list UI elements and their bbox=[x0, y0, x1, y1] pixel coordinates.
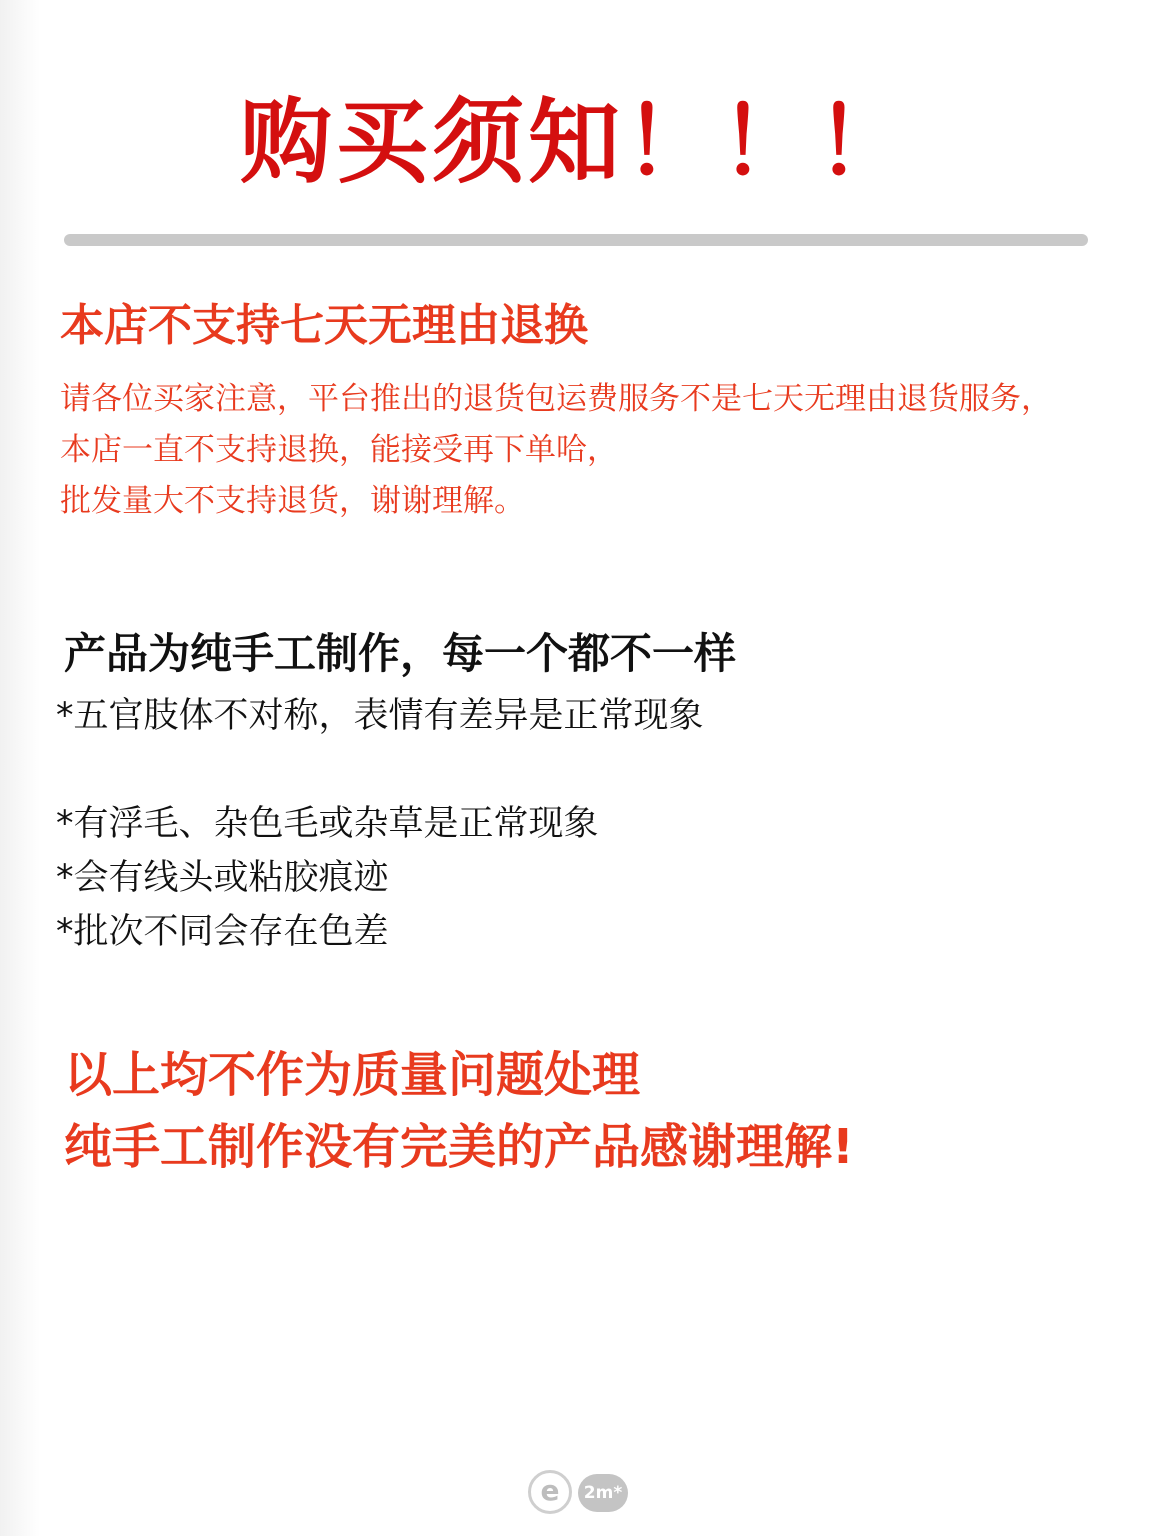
handmade-bullet: *有浮毛、杂色毛或杂草是正常现象 bbox=[56, 804, 599, 844]
closing-line: 以上均不作为质量问题处理 bbox=[64, 1047, 641, 1103]
return-policy-heading: 本店不支持七天无理由退换 bbox=[60, 300, 588, 351]
watermark bbox=[528, 1470, 628, 1516]
return-policy-notice bbox=[60, 374, 1052, 527]
notice-line: 本店一直不支持退换，能接受再下单哈， bbox=[60, 432, 618, 468]
handmade-bullet: *会有线头或粘胶痕迹 bbox=[56, 858, 389, 898]
watermark-label: 2m* bbox=[578, 1474, 628, 1512]
handmade-heading: 产品为纯手工制作，每一个都不一样 bbox=[64, 629, 737, 678]
closing-line: 纯手工制作没有完美的产品感谢理解! bbox=[64, 1119, 854, 1175]
handmade-bullet: *批次不同会存在色差 bbox=[56, 912, 389, 952]
handmade-bullet: *五官肢体不对称，表情有差异是正常现象 bbox=[56, 696, 704, 736]
page-title: 购买须知！！！ bbox=[239, 89, 912, 196]
divider bbox=[64, 234, 1088, 246]
notice-line: 请各位买家注意，平台推出的退货包运费服务不是七天无理由退货服务， bbox=[60, 381, 1052, 417]
notice-line: 批发量大不支持退货，谢谢理解。 bbox=[60, 483, 525, 519]
e-logo-icon: e bbox=[528, 1470, 572, 1514]
